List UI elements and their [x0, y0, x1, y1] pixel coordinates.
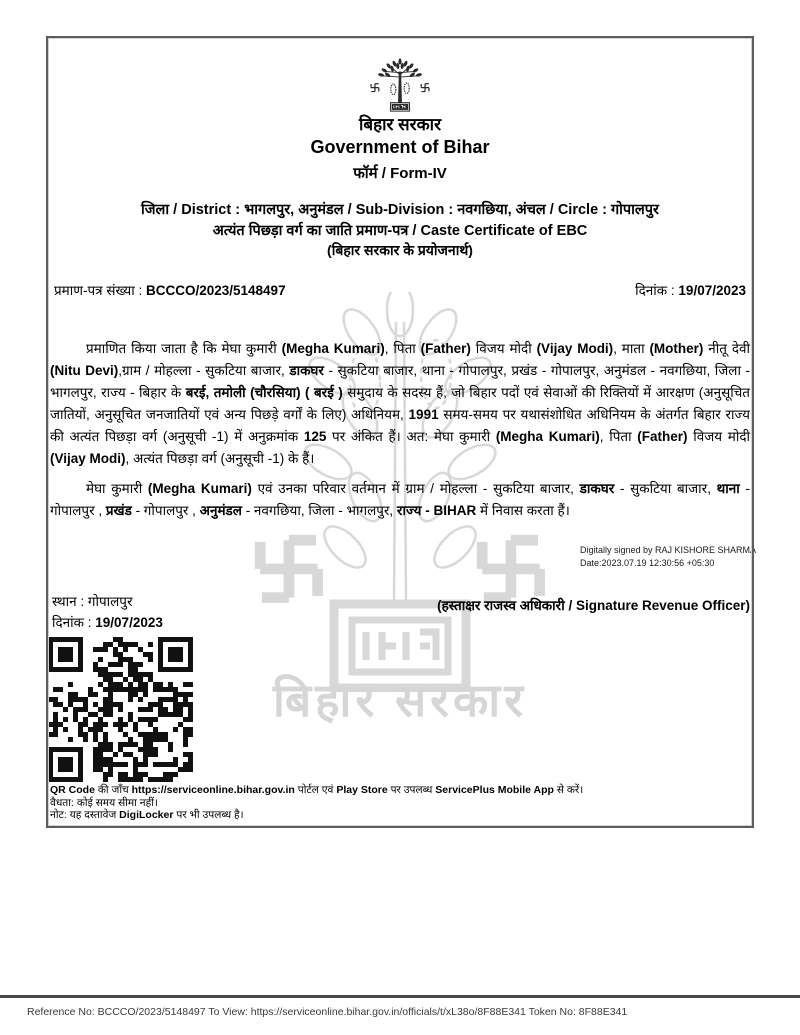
certificate-body-paragraph: प्रमाणित किया जाता है कि मेघा कुमारी (Megha Kumari), पिता (Father) विजय मोदी (Vijay Modi), माता (Mother) नीतू देवी (Nitu Devi),ग्राम / मोहल्ला - सुकटिया बाजार, डाकघर - सुकटिया बाजार, थाना - गोपालपुर, प्रखंड - गोपालपुर, अनुमंडल - नवगछिया, जिला - भागलपुर, राज्य - बिहार के बरई, तमोली (चौरसिया) ( बरई ) समुदाय के सदस्य हैं, जो बिहार पदों एवं सेवाओं की रिक्तियों में आरक्षण (अनुसूचित जातियों, अनुसूचित जनजातियों एवं अन्य पिछड़े वर्गों के लिए) अधिनियम, 1991 समय-समय पर यथासंशोधित अधिनियम के अंतर्गत बिहार राज्य की अत्यंत पिछड़ा वर्ग (अनुसूची -1) में अनुक्रमांक 125 पर अंकित हैं। अत: मेघा कुमारी (Megha Kumari), पिता (Father) विजय मोदी (Vijay Modi), अत्यंत पिछड़ा वर्ग (अनुसूची -1) के हैं।: [50, 341, 751, 466]
qr-note-verification: QR Code की जाँच https://serviceonline.bihar.gov.in पोर्टल एवं Play Store पर उपलब्ध ServicePlus Mobile App से करें।: [50, 784, 584, 796]
meta-row: [54, 281, 746, 299]
footer-divider: [0, 995, 800, 998]
qr-code: [48, 637, 193, 782]
certificate-date: दिनांक : 19/07/2023: [635, 283, 746, 298]
qr-note-validity: वैधता: कोई समय सीमा नहीं।: [50, 796, 158, 809]
signature-officer-label: (हस्ताक्षर राजस्व अधिकारी / Signature Revenue Officer): [437, 598, 750, 613]
certificate-title: अत्यंत पिछड़ा वर्ग का जाति प्रमाण-पत्र / Caste Certificate of EBC: [212, 223, 588, 239]
qr-notes: [50, 784, 690, 822]
title-hindi: बिहार सरकार: [358, 115, 442, 134]
purpose-line: (बिहार सरकार के प्रयोजनार्थ): [327, 242, 473, 258]
certificate-number: प्रमाण-पत्र संख्या : BCCCO/2023/5148497: [54, 283, 286, 298]
form-number: फॉर्म / Form-IV: [353, 165, 447, 182]
reference-line: Reference No: BCCCO/2023/5148497 To View: https://serviceonline.bihar.gov.in/officials/t/xL38o/8F88E341 Token No: 8F88E341: [27, 1006, 628, 1018]
date-line: दिनांक : 19/07/2023: [52, 615, 163, 630]
place-line: स्थान : गोपालपुर: [52, 594, 133, 609]
district-line: जिला / District : भागलपुर, अनुमंडल / Sub-Division : नवगछिया, अंचल / Circle : गोपालपुर: [141, 202, 659, 218]
residence-paragraph: मेघा कुमारी (Megha Kumari) एवं उनका परिवार वर्तमान में ग्राम / मोहल्ला - सुकटिया बाजार, डाकघर - सुकटिया बाजार, थाना - गोपालपुर , प्रखंड - गोपालपुर , अनुमंडल - नवगछिया, जिला - भागलपुर, राज्य - BIHAR में निवास करता हैं।: [50, 481, 750, 518]
digital-signature-stamp: Digitally signed by RAJ KISHORE SHARMA Date:2023.07.19 12:30:56 +05:30: [580, 545, 757, 568]
watermark-text: बिहार सरकार: [272, 674, 528, 726]
title-english: Government of Bihar: [310, 137, 490, 157]
qr-note-digilocker: नोट: यह दस्तावेज DigiLocker पर भी उपलब्ध है।: [50, 809, 244, 821]
